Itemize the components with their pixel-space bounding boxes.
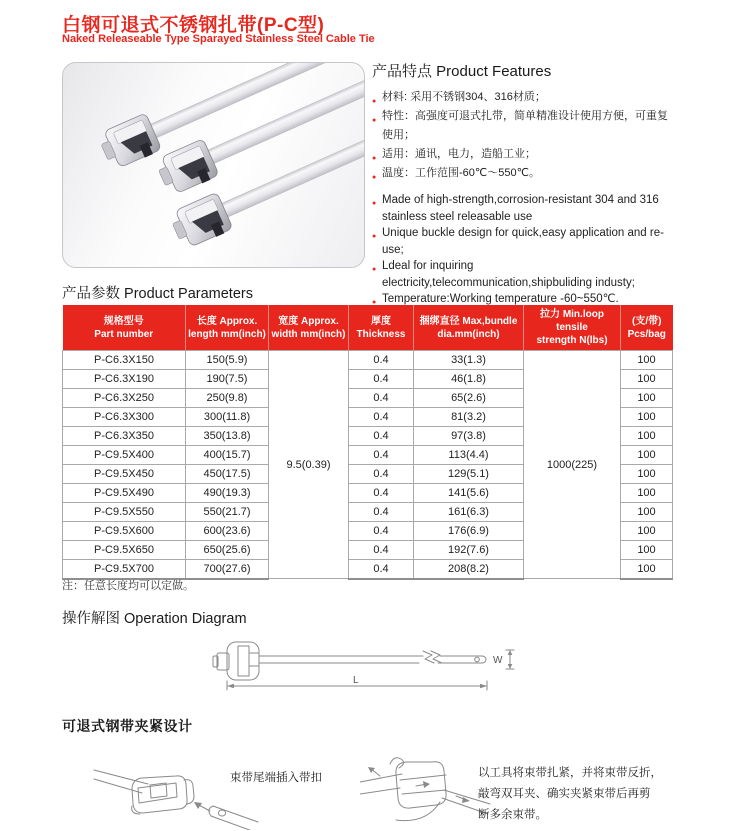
column-header-cn: 规格型号 xyxy=(103,315,144,327)
cell-bundle-dia: 81(3.2) xyxy=(414,408,524,427)
tighten-step-line: 断多余束带。 xyxy=(478,809,547,821)
cell-part-number: P-C9.5X550 xyxy=(63,503,186,522)
feature-item-cn: ● 适用：通讯，电力，造船工业； xyxy=(372,145,677,164)
cell-pcs: 100 xyxy=(621,541,673,560)
cell-part-number: P-C6.3X150 xyxy=(63,351,186,370)
cell-part-number: P-C6.3X300 xyxy=(63,408,186,427)
features-heading: 产品特点 Product Features xyxy=(372,63,552,80)
cell-thickness: 0.4 xyxy=(349,351,414,370)
break-symbol xyxy=(423,651,434,663)
cell-pcs: 100 xyxy=(621,427,673,446)
diagram-buckle xyxy=(227,642,259,680)
insert-step-drawing xyxy=(92,750,260,830)
operation-diagram-drawing xyxy=(210,638,522,694)
column-header-en: Part number xyxy=(94,328,154,340)
column-header xyxy=(621,305,673,351)
step2-tail-curve xyxy=(396,802,440,821)
column-header xyxy=(414,305,524,351)
cell-bundle-dia: 208(8.2) xyxy=(414,560,524,579)
page-title-cn: 白钢可退式不锈钢扎带(P-C型) xyxy=(62,15,325,36)
cell-bundle-dia: 141(5.6) xyxy=(414,484,524,503)
cell-length: 350(13.8) xyxy=(186,427,269,446)
cell-pcs: 100 xyxy=(621,560,673,579)
cell-strength-merged: 1000(225) xyxy=(524,351,621,579)
cell-pcs: 100 xyxy=(621,484,673,503)
cell-thickness: 0.4 xyxy=(349,503,414,522)
cell-part-number: P-C9.5X700 xyxy=(63,560,186,579)
insert-step-text: 束带尾端插入带扣 xyxy=(230,772,322,784)
cell-part-number: P-C9.5X650 xyxy=(63,541,186,560)
cable-ties-illustration xyxy=(63,63,364,267)
features-section xyxy=(372,60,677,308)
cell-thickness: 0.4 xyxy=(349,408,414,427)
column-header-cn: 捆绑直径 Max,bundle xyxy=(419,315,518,327)
cell-pcs: 100 xyxy=(621,503,673,522)
cell-pcs: 100 xyxy=(621,351,673,370)
cell-length: 450(17.5) xyxy=(186,465,269,484)
cell-length: 650(25.6) xyxy=(186,541,269,560)
tighten-step-line: 敲弯双耳夹、确实夹紧束带后再剪 xyxy=(478,788,651,800)
cell-bundle-dia: 113(4.4) xyxy=(414,446,524,465)
column-header xyxy=(349,305,414,351)
column-header-en: dia.mm(inch) xyxy=(437,328,500,340)
cell-length: 150(5.9) xyxy=(186,351,269,370)
cell-thickness: 0.4 xyxy=(349,389,414,408)
column-header-en: strength N(lbs) xyxy=(536,335,608,346)
column-header-en: Thickness xyxy=(356,328,406,340)
cell-pcs: 100 xyxy=(621,522,673,541)
cell-bundle-dia: 161(6.3) xyxy=(414,503,524,522)
cell-part-number: P-C9.5X400 xyxy=(63,446,186,465)
cell-pcs: 100 xyxy=(621,408,673,427)
feature-item-en: ● Made of high-strength,corrosion-resistant 304 and 316 stainless steel releasable use xyxy=(372,192,677,225)
length-dimension-label: L xyxy=(353,675,359,686)
feature-item-en: ● Temperature:Working temperature -60~550℃. xyxy=(372,291,677,308)
column-header xyxy=(63,305,186,351)
operation-heading: 操作解图 Operation Diagram xyxy=(62,611,247,627)
cell-bundle-dia: 33(1.3) xyxy=(414,351,524,370)
column-header xyxy=(186,305,269,351)
cell-part-number: P-C9.5X600 xyxy=(63,522,186,541)
cell-thickness: 0.4 xyxy=(349,541,414,560)
cell-pcs: 100 xyxy=(621,446,673,465)
strap-hole xyxy=(475,657,480,662)
column-header xyxy=(524,305,621,351)
cell-bundle-dia: 176(6.9) xyxy=(414,522,524,541)
cell-length: 300(11.8) xyxy=(186,408,269,427)
feature-item-cn: ● 特性：高强度可退式扎带，简单精准设计使用方便，可重复使用； xyxy=(372,107,677,145)
cell-thickness: 0.4 xyxy=(349,484,414,503)
custom-length-note: 注：任意长度均可以定做。 xyxy=(62,580,194,592)
feature-item-en: ● Ldeal for inquiring electricity,telecommunication,shipbuliding industy; xyxy=(372,258,677,291)
step1-buckle xyxy=(132,776,187,813)
column-header xyxy=(269,305,349,351)
cell-pcs: 100 xyxy=(621,370,673,389)
parameters-table-body xyxy=(63,351,673,579)
column-header-en: width mm(inch) xyxy=(271,328,346,340)
features-list-cn xyxy=(372,88,677,183)
cell-thickness: 0.4 xyxy=(349,427,414,446)
cell-width-merged: 9.5(0.39) xyxy=(269,351,349,579)
page-title-en: Naked Releaseable Type Sparayed Stainless Steel Cable Tie xyxy=(62,33,375,45)
cell-bundle-dia: 97(3.8) xyxy=(414,427,524,446)
cell-thickness: 0.4 xyxy=(349,522,414,541)
cell-bundle-dia: 46(1.8) xyxy=(414,370,524,389)
cell-length: 600(23.6) xyxy=(186,522,269,541)
cell-part-number: P-C6.3X350 xyxy=(63,427,186,446)
feature-item-cn: ● 温度：工作范围-60℃～550℃。 xyxy=(372,164,677,183)
cell-thickness: 0.4 xyxy=(349,370,414,389)
column-header-cn: 宽度 Approx. xyxy=(278,315,339,327)
tail-hole xyxy=(218,810,225,816)
width-dimension-label: W xyxy=(493,655,503,666)
table-row xyxy=(63,351,673,370)
cell-length: 400(15.7) xyxy=(186,446,269,465)
parameters-table xyxy=(62,305,673,580)
cell-bundle-dia: 192(7.6) xyxy=(414,541,524,560)
column-header-en: Pcs/bag xyxy=(627,328,666,340)
column-header-cn: (支/带) xyxy=(632,315,662,327)
cell-part-number: P-C6.3X250 xyxy=(63,389,186,408)
cell-part-number: P-C9.5X450 xyxy=(63,465,186,484)
features-list-en xyxy=(372,192,677,308)
parameters-heading: 产品参数 Product Parameters xyxy=(62,286,253,302)
cell-thickness: 0.4 xyxy=(349,465,414,484)
tighten-step-text xyxy=(478,763,693,826)
feature-item-en: ● Unique buckle design for quick,easy application and re-use; xyxy=(372,225,677,258)
column-header-cn: 拉力 Min.loop tensile xyxy=(540,309,604,333)
product-photo xyxy=(62,62,365,268)
cell-bundle-dia: 129(5.1) xyxy=(414,465,524,484)
clamp-design-heading: 可退式钢带夹紧设计 xyxy=(62,718,193,734)
cell-pcs: 100 xyxy=(621,389,673,408)
cell-length: 490(19.3) xyxy=(186,484,269,503)
column-header-en: length mm(inch) xyxy=(188,328,266,340)
cell-length: 190(7.5) xyxy=(186,370,269,389)
cell-length: 700(27.6) xyxy=(186,560,269,579)
cell-length: 550(21.7) xyxy=(186,503,269,522)
cell-thickness: 0.4 xyxy=(349,446,414,465)
cell-part-number: P-C9.5X490 xyxy=(63,484,186,503)
cell-part-number: P-C6.3X190 xyxy=(63,370,186,389)
column-header-cn: 长度 Approx. xyxy=(196,315,258,327)
feature-item-cn: ● 材料: 采用不锈钢304、316材质； xyxy=(372,88,677,107)
column-header-cn: 厚度 xyxy=(371,315,391,327)
tighten-step-drawing xyxy=(360,748,492,831)
tighten-step-line: 以工具将束带扎紧，并将束带反折， xyxy=(478,767,662,779)
cell-length: 250(9.8) xyxy=(186,389,269,408)
cell-pcs: 100 xyxy=(621,465,673,484)
parameters-header-row xyxy=(63,305,673,351)
cell-bundle-dia: 65(2.6) xyxy=(414,389,524,408)
cell-thickness: 0.4 xyxy=(349,560,414,579)
